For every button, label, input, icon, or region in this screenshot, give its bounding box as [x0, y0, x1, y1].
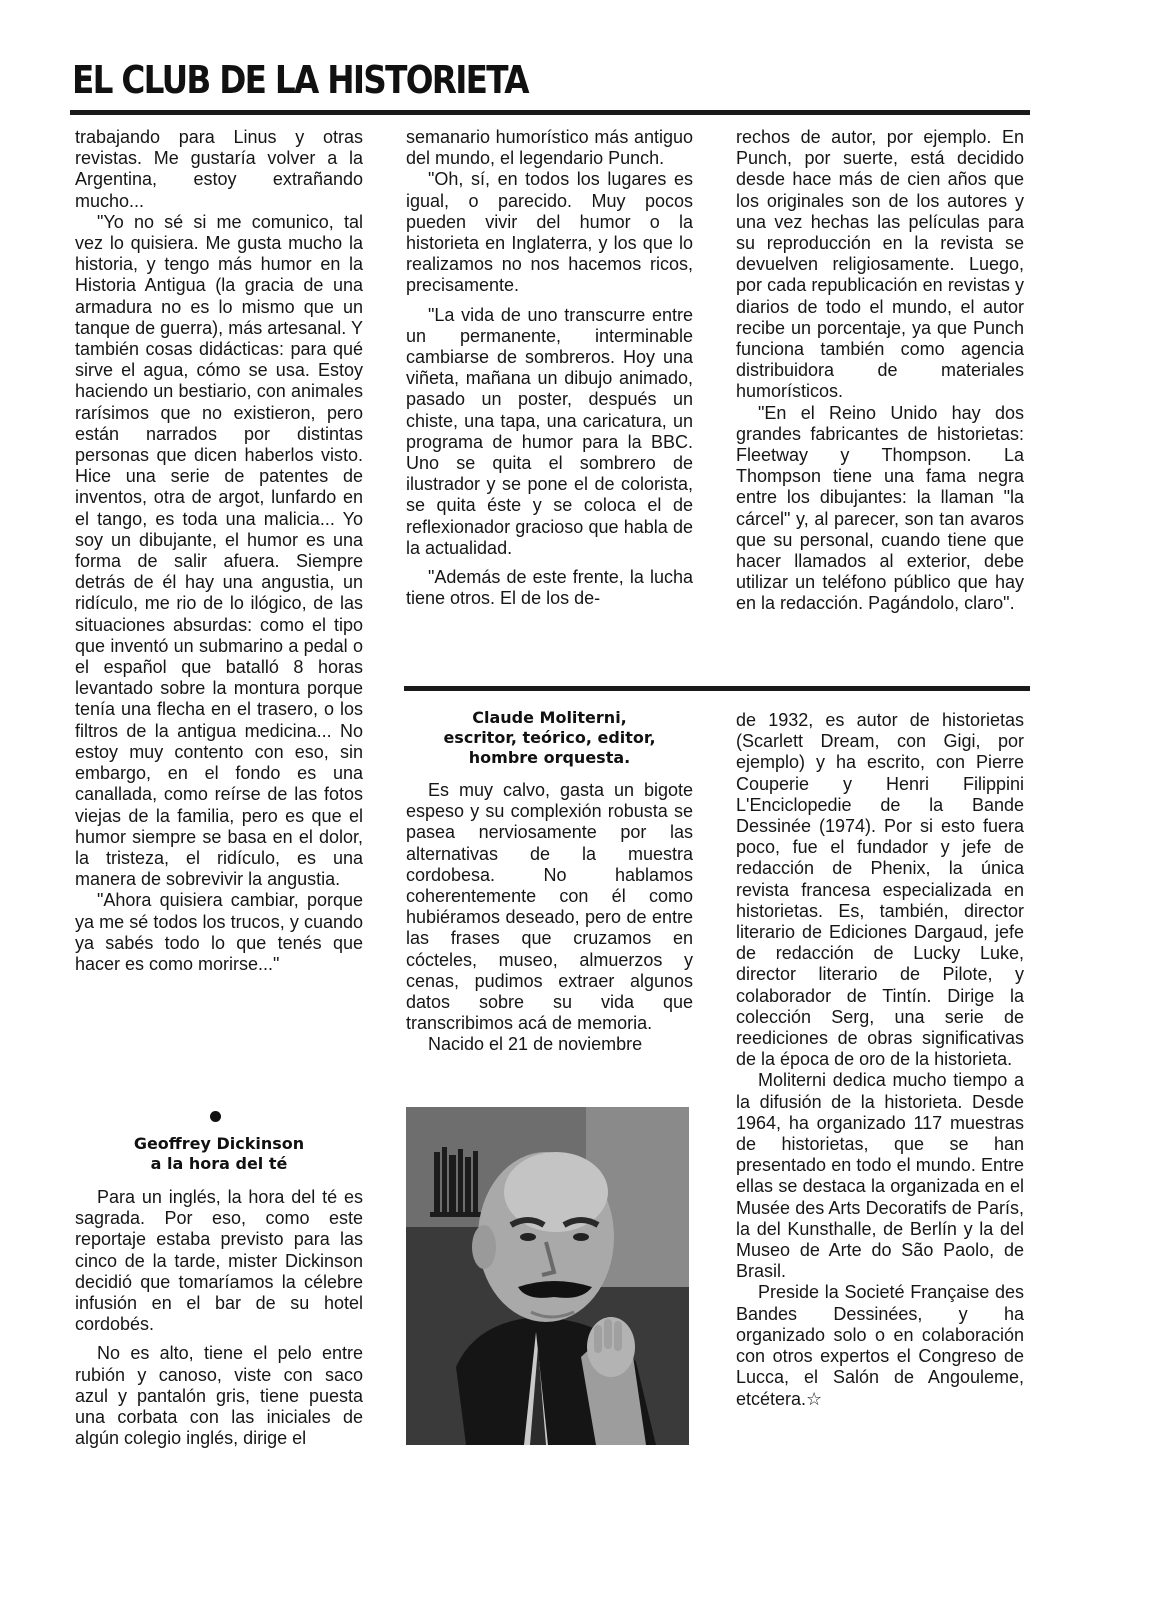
paragraph: "Oh, sí, en todos los lugares es igual, o parecido. Muy pocos pueden vivir del humor o la historieta en Inglaterra, y los que lo realizamos no nos hacemos ricos, precisamente. — [406, 169, 693, 296]
paragraph: Moliterni dedica mucho tiempo a la difusión de la historieta. Desde 1964, ha organizado 117 muestras de historietas, que se han presentado en todo el mundo. Entre ellas se destaca la organizada en el Musée des Arts Decoratifs de París, la del Kunsthalle, de Berlín y la del Museo de Arte do São Paolo, de Brasil. — [736, 1070, 1024, 1282]
paragraph: Es muy calvo, gasta un bigote espeso y su complexión robusta se pasea nerviosamente por las alternativas de la muestra cordobesa. No hablamos coherentemente con él como hubiéramos deseado, pero de entre las frases que cruzamos en cócteles, museo, almuerzos y cenas, pudimos extraer algunos datos sobre su vida que transcribimos acá de memoria. — [406, 780, 693, 1034]
heading-line: a la hora del té — [150, 1154, 288, 1173]
section-heading-geoffrey — [75, 1134, 363, 1174]
header-rule — [70, 110, 1030, 115]
portrait-photo — [406, 1107, 689, 1445]
column-1 — [75, 127, 363, 975]
section-bullet — [210, 1111, 221, 1122]
paragraph-text: Preside la Societé Française des Bandes Dessinées, y ha organizado solo o en colaboración con otros expertos el Congreso de Lucca, el Salón de Angouleme, etcétera. — [736, 1282, 1024, 1409]
geoffrey-article — [75, 1187, 363, 1449]
star-end-mark-icon: ☆ — [806, 1388, 823, 1409]
portrait-illustration — [406, 1107, 689, 1445]
paragraph: trabajando para Linus y otras revistas. Me gustaría volver a la Argentina, estoy extrañando mucho... — [75, 127, 363, 211]
claude-article-continued — [736, 710, 1024, 1410]
page-title: EL CLUB DE LA HISTORIETA — [72, 58, 528, 102]
paragraph: "Yo no sé si me comunico, tal vez lo quisiera. Me gusta mucho la historia, y tengo más humor en la Historia Antigua (la gracia de una armadura no es lo mismo que un tanque de guerra), más artesanal. Y también cosas didácticas: para qué sirve el agua, cómo se usa. Estoy haciendo un bestiario, con animales rarísimos que no existieron, pero están narrados por distintas personas que dicen haberlos visto. Hice una serie de patentes de inventos, otra de argot, lunfardo en el tango, es toda una malicia... Yo soy un dibujante, el humor es una forma de salir afuera. Siempre detrás de él hay una angustia, un ridículo, me rio de lo ilógico, de las situaciones absurdas: como el tipo que inventó un submarino a pedal o el español que batalló 8 horas levantado sobre la montura porque tenía una flecha en el trasero, o los filtros de la antigua medicina... No estoy muy contento con eso, sin embargo, en el fondo es una canallada, como reírse de las fotos viejas de la familia, pero es que el humor siempre se basa en el dolor, la tristeza, el ridículo, es una manera de sobrevivir la angustia. — [75, 211, 363, 890]
paragraph — [736, 1282, 1024, 1409]
heading-line: escritor, teórico, editor, — [443, 728, 656, 747]
paragraph: Nacido el 21 de noviembre — [428, 1034, 643, 1055]
column-3 — [736, 127, 1024, 615]
column-2 — [406, 127, 693, 609]
paragraph: "Ahora quisiera cambiar, porque ya me sé todos los trucos, y cuando ya sabés todo lo que tenés que hacer es como morirse..." — [75, 890, 363, 974]
paragraph: Para un inglés, la hora del té es sagrada. Por eso, como este reportaje estaba previsto para las cinco de la tarde, mister Dickinson decidió que tomaríamos la célebre infusión en el bar de su hotel cordobés. — [75, 1187, 363, 1335]
paragraph: "En el Reino Unido hay dos grandes fabricantes de historietas: Fleetway y Thompson. La Thompson tiene una fama negra entre los dibujantes: la llaman "la cárcel" y, al parecer, son tan avaros que su personal, cuando tiene que hacer llamados al exterior, debe utilizar un teléfono público que hay en la redacción. Pagándolo, claro". — [736, 402, 1024, 614]
heading-line: hombre orquesta. — [468, 748, 631, 767]
paragraph: No es alto, tiene el pelo entre rubión y canoso, viste con saco azul y pantalón gris, tiene puesta una corbata con las iniciales de algún colegio inglés, dirige el — [75, 1343, 363, 1449]
heading-line: Geoffrey Dickinson — [133, 1134, 305, 1153]
paragraph: "Además de este frente, la lucha tiene otros. El de los de- — [406, 567, 693, 609]
paragraph: "La vida de uno transcurre entre un permanente, interminable cambiarse de sombreros. Hoy una viñeta, mañana un dibujo animado, pasado un poster, después un chiste, una tapa, una caricatura, un programa de humor para la BBC. Uno se quita el sombrero de ilustrador y se pone el de colorista, se quita éste y se coloca el de reflexionador gracioso que habla de la actualidad. — [406, 304, 693, 558]
heading-line: Claude Moliterni, — [472, 708, 627, 727]
paragraph: de 1932, es autor de historietas (Scarlett Dream, con Gigi, por ejemplo) y ha escrito, con Pierre Couperie y Henri Filippini L'Enciclopedie de la Bande Dessinée (1974). Por si esto fuera poco, fue el fundador y jefe de redacción de Phenix, la única revista francesa especializada en historietas. Es, también, director literario de Ediciones Dargaud, jefe de redacción de Lucky Luke, director literario de Pilote, y colaborador de Tintín. Dirige la colección Serg, una serie de reediciones de obras significativas de la época de oro de la historieta. — [736, 710, 1024, 1070]
section-rule — [404, 686, 1030, 691]
paragraph: rechos de autor, por ejemplo. En Punch, por suerte, está decidido desde hace más de cien años que los originales son de los autores y una vez hechas las películas para su reproducción en la revista se devuelven religiosamente. Luego, por cada republicación en revistas y diarios de todo el mundo, el autor recibe un porcentaje, ya que Punch funciona también como agencia distribuidora de materiales humorísticos. — [736, 127, 1024, 402]
paragraph: semanario humorístico más antiguo del mundo, el legendario Punch. — [406, 127, 693, 169]
section-heading-claude — [406, 708, 693, 768]
claude-article — [406, 780, 693, 1056]
